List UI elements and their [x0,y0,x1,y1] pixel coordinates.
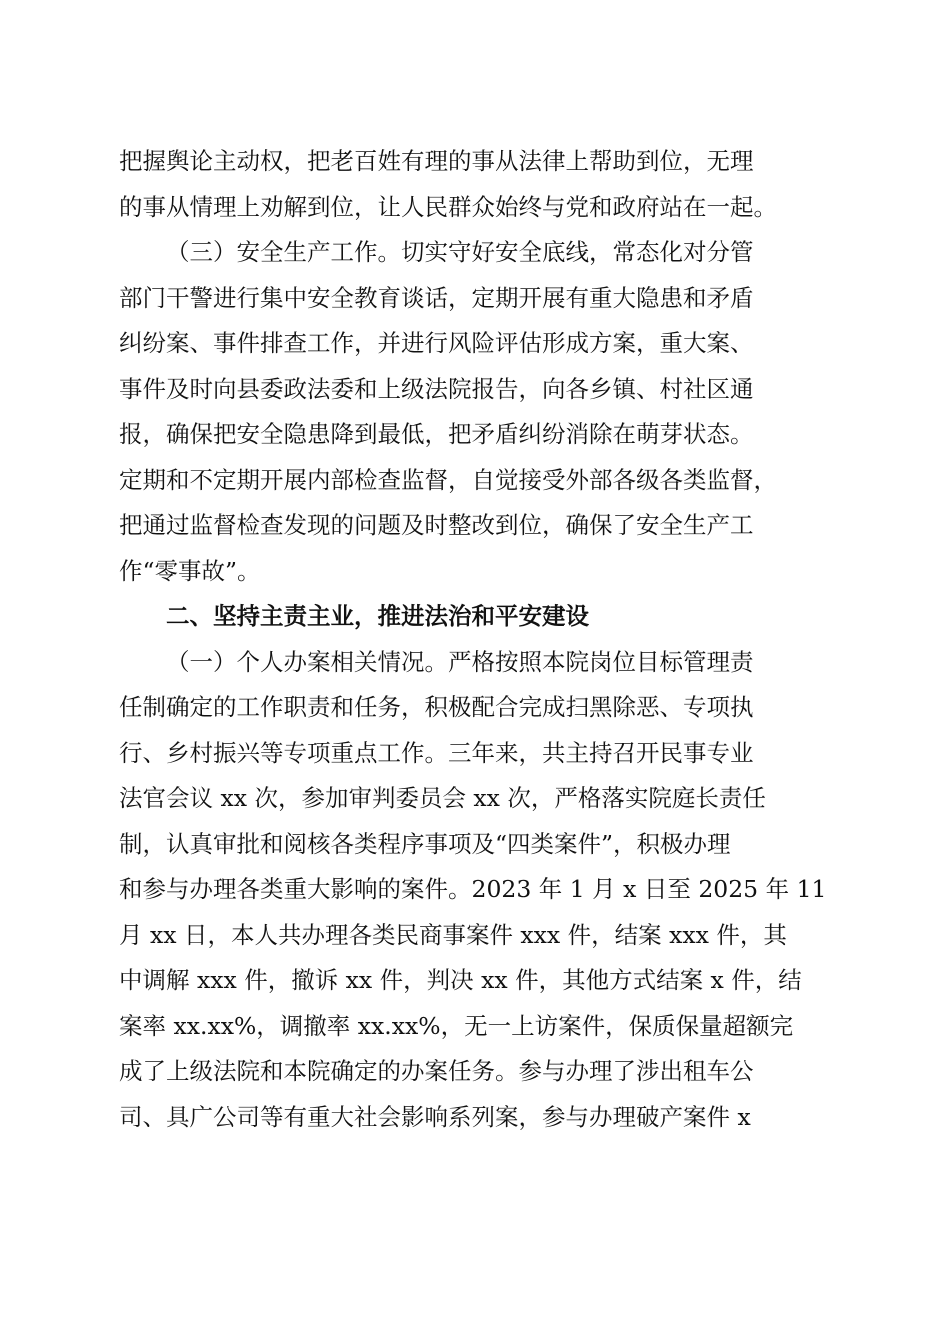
paragraph-line: 任制确定的工作职责和任务，积极配合完成扫黑除恶、专项执 [119,693,754,721]
paragraph-line: 行、乡村振兴等专项重点工作。三年来，共主持召开民事专业 [119,738,754,767]
subsection-1-first-line: （一）个人办案相关情况。严格按照本院岗位目标管理责 [166,647,754,676]
paragraph-line: 的事从情理上劝解到位，让人民群众始终与党和政府站在一起。 [119,192,777,221]
paragraph-line: 报，确保把安全隐患降到最低，把矛盾纠纷消除在萌芽状态。 [119,420,754,448]
paragraph-line: 纠纷案、事件排查工作，并进行风险评估形成方案，重大案、 [119,329,754,357]
paragraph-line: 把握舆论主动权，把老百姓有理的事从法律上帮助到位，无理 [119,147,754,175]
paragraph-line: 法官会议 xx 次，参加审判委员会 xx 次，严格落实院庭长责任 [119,784,766,812]
section-heading: 二、坚持主责主业，推进法治和平安建设 [166,602,589,630]
paragraph-line: 把通过监督检查发现的问题及时整改到位，确保了安全生产工 [119,511,754,539]
paragraph-line: 制，认真审批和阅核各类程序事项及“四类案件”，积极办理 [119,829,731,858]
paragraph-line: 定期和不定期开展内部检查监督，自觉接受外部各级各类监督， [119,465,777,494]
paragraph-line: 中调解 xxx 件，撤诉 xx 件，判决 xx 件，其他方式结案 x 件，结 [119,966,802,994]
paragraph-line: 部门干警进行集中安全教育谈话，定期开展有重大隐患和矛盾 [119,283,754,312]
section-3-first-line: （三）安全生产工作。切实守好安全底线，常态化对分管 [166,238,754,266]
paragraph-line: 和参与办理各类重大影响的案件。2023 年 1 月 x 日至 2025 年 11 [119,875,827,903]
paragraph-line: 成了上级法院和本院确定的办案任务。参与办理了涉出租车公 [119,1057,754,1085]
paragraph-line: 作“零事故”。 [119,556,261,585]
document-body [119,139,831,1140]
paragraph-line: 司、具广公司等有重大社会影响系列案，参与办理破产案件 x [119,1102,751,1131]
paragraph-line: 案率 xx.xx%，调撤率 xx.xx%，无一上访案件，保质保量超额完 [119,1011,794,1040]
paragraph-line: 事件及时向县委政法委和上级法院报告，向各乡镇、村社区通 [119,374,754,403]
paragraph-line: 月 xx 日，本人共办理各类民商事案件 xxx 件，结案 xxx 件，其 [119,920,787,949]
